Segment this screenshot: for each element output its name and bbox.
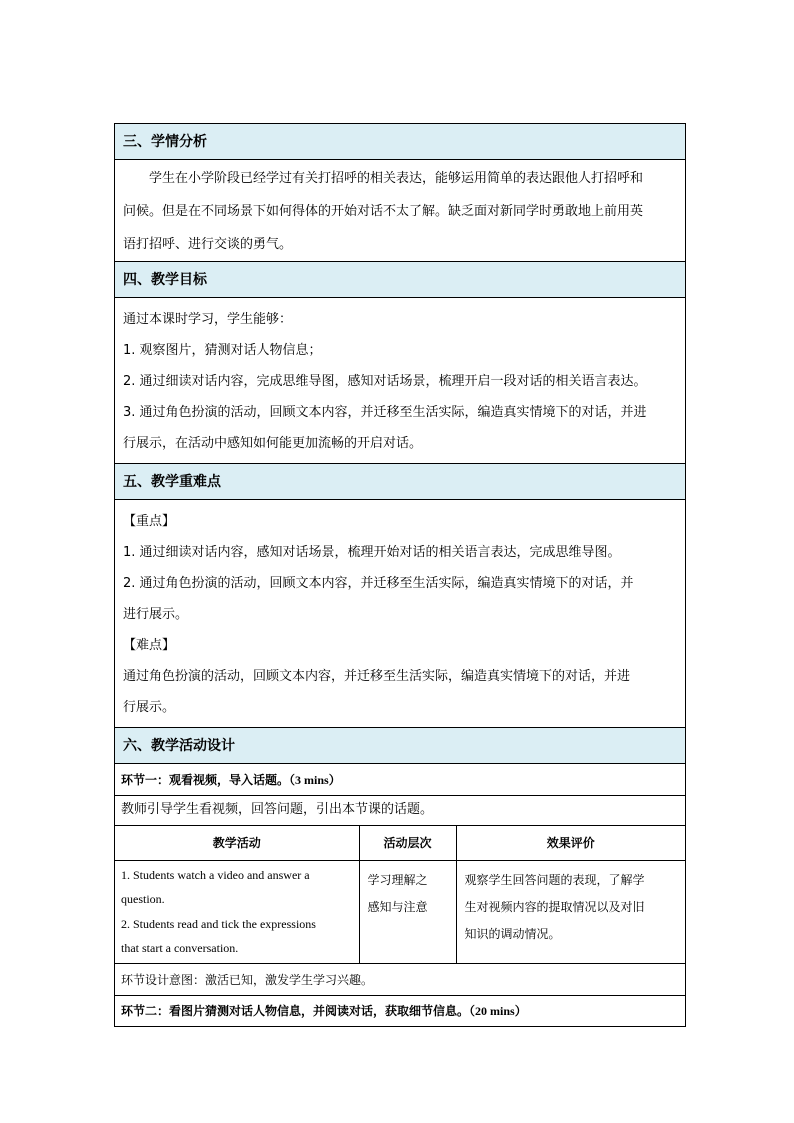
activity-level-cell [359, 860, 456, 963]
text-line: 2. Students read and tick the expressions [121, 916, 316, 931]
section-heading-activity-design: 六、教学活动设计 [115, 728, 685, 764]
header-effect-evaluation: 效果评价 [456, 826, 685, 860]
text-line: 问候。但是在不同场景下如何得体的开始对话不太了解。缺乏面对新同学时勇敢地上前用英 [123, 204, 644, 219]
table-row [115, 860, 685, 963]
text-line: question. [121, 892, 165, 906]
text-line: 学生在小学阶段已经学过有关打招呼的相关表达，能够运用简单的表达跟他人打招呼和 [149, 171, 644, 186]
activity-table [115, 826, 685, 964]
text-line: 1. Students watch a video and answer a [121, 867, 310, 882]
text-line: 通过本课时学习，学生能够： [123, 312, 293, 327]
text-line: 2. 通过细读对话内容，完成思维导图，感知对话场景，梳理开启一段对话的相关语言表达。 [123, 374, 647, 389]
key-points-label: 【重点】 [123, 514, 176, 529]
text-line: 1. 通过细读对话内容，感知对话场景，梳理开始对话的相关语言表达，完成思维导图。 [123, 545, 621, 560]
text-line: 2. 通过角色扮演的活动，回顾文本内容，并迁移至生活实际，编造真实情境下的对话，并 [123, 576, 634, 591]
stage-one-design-intent: 环节设计意图：激活已知，激发学生学习兴趣。 [115, 964, 685, 996]
teaching-objectives-body [115, 298, 685, 464]
text-line: 1. 观察图片，猜测对话人物信息； [123, 343, 322, 358]
effect-evaluation-cell [456, 860, 685, 963]
stage-one-title [115, 764, 685, 796]
header-teaching-activity: 教学活动 [115, 826, 359, 860]
section-heading-key-difficult-points: 五、教学重难点 [115, 464, 685, 500]
text-line: 生对视频内容的提取情况以及对旧 [464, 899, 645, 914]
key-difficult-points-body [115, 500, 685, 728]
lesson-plan-table [114, 123, 686, 1027]
stage-two-title-text: 环节二：看图片猜测对话人物信息，并阅读对话，获取细节信息。 [121, 1003, 470, 1018]
text-line: 行展示。 [123, 700, 176, 715]
header-activity-level: 活动层次 [359, 826, 456, 860]
text-line: 通过角色扮演的活动，回顾文本内容，并迁移至生活实际，编造真实情境下的对话，并进 [123, 669, 631, 684]
stage-two-title [115, 996, 685, 1026]
activity-table-header-row [115, 826, 685, 860]
text-line: 学习理解之 [367, 872, 428, 887]
text-line: 感知与注意 [367, 899, 428, 914]
learner-analysis-body [115, 160, 685, 262]
stage-two-time: （20 mins） [469, 1003, 527, 1018]
section-heading-learner-analysis: 三、学情分析 [115, 124, 685, 160]
text-line: 语打招呼、进行交谈的勇气。 [123, 237, 293, 252]
text-line: 行展示，在活动中感知如何能更加流畅的开启对话。 [123, 436, 423, 451]
text-line: that start a conversation. [121, 941, 239, 955]
section-heading-teaching-objectives: 四、教学目标 [115, 262, 685, 298]
teaching-activity-cell [115, 860, 359, 963]
text-line: 3. 通过角色扮演的活动，回顾文本内容，并迁移至生活实际，编造真实情境下的对话，并进 [123, 405, 647, 420]
stage-one-description: 教师引导学生看视频，回答问题，引出本节课的话题。 [115, 796, 685, 826]
text-line: 进行展示。 [123, 607, 189, 622]
difficult-points-label: 【难点】 [123, 638, 176, 653]
text-line: 观察学生回答问题的表现，了解学 [464, 872, 645, 887]
stage-one-title-text: 环节一：观看视频，导入话题。 [121, 773, 290, 787]
text-line: 知识的调动情况。 [464, 926, 561, 941]
stage-one-time: （3 mins） [289, 773, 341, 787]
